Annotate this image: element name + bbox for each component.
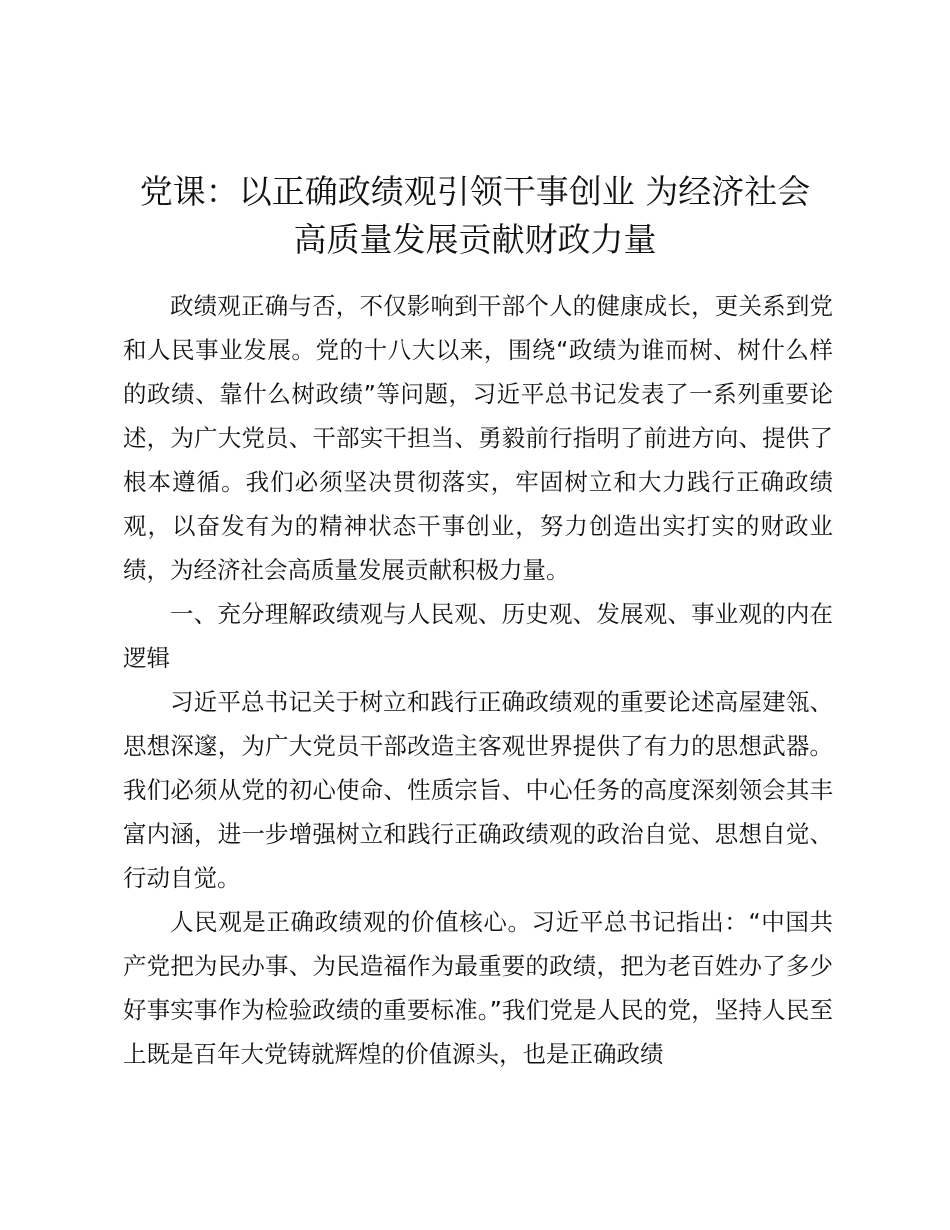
paragraph-intro: 政绩观正确与否，不仅影响到干部个人的健康成长，更关系到党和人民事业发展。党的十八大以来，围绕“政绩为谁而树、树什么样的政绩、靠什么树政绩”等问题，习近平总书记发表了一系列重要论述，为广大党员、干部实干担当、勇毅前行指明了前进方向、提供了根本遵循。我们必须坚决贯彻落实，牢固树立和大力践行正确政绩观，以奋发有为的精神状态干事创业，努力创造出实打实的财政业绩，为经济社会高质量发展贡献积极力量。 — [123, 292, 833, 584]
title-line-2: 高质量发展贡献财政力量 — [293, 220, 657, 259]
title-line-1: 党课：以正确政绩观引领干事创业 为经济社会 — [139, 172, 811, 211]
paragraph-section-1: 习近平总书记关于树立和践行正确政绩观的重要论述高屋建瓴、思想深邃，为广大党员干部改造主客观世界提供了有力的思想武器。我们必须从党的初心使命、性质宗旨、中心任务的高度深刻领会其丰富内涵，进一步增强树立和践行正确政绩观的政治自觉、思想自觉、行动自觉。 — [123, 688, 833, 892]
document-title — [100, 168, 850, 264]
paragraph-people-view: 人民观是正确政绩观的价值核心。习近平总书记指出：“中国共产党把为民办事、为民造福作为最重要的政绩，把为老百姓办了多少好事实事作为检验政绩的重要标准。”我们党是人民的党，坚持人民至上既是百年大党铸就辉煌的价值源头，也是正确政绩 — [123, 908, 833, 1068]
section-heading-1: 一、充分理解政绩观与人民观、历史观、发展观、事业观的内在逻辑 — [123, 600, 833, 672]
document-body — [123, 284, 833, 1076]
